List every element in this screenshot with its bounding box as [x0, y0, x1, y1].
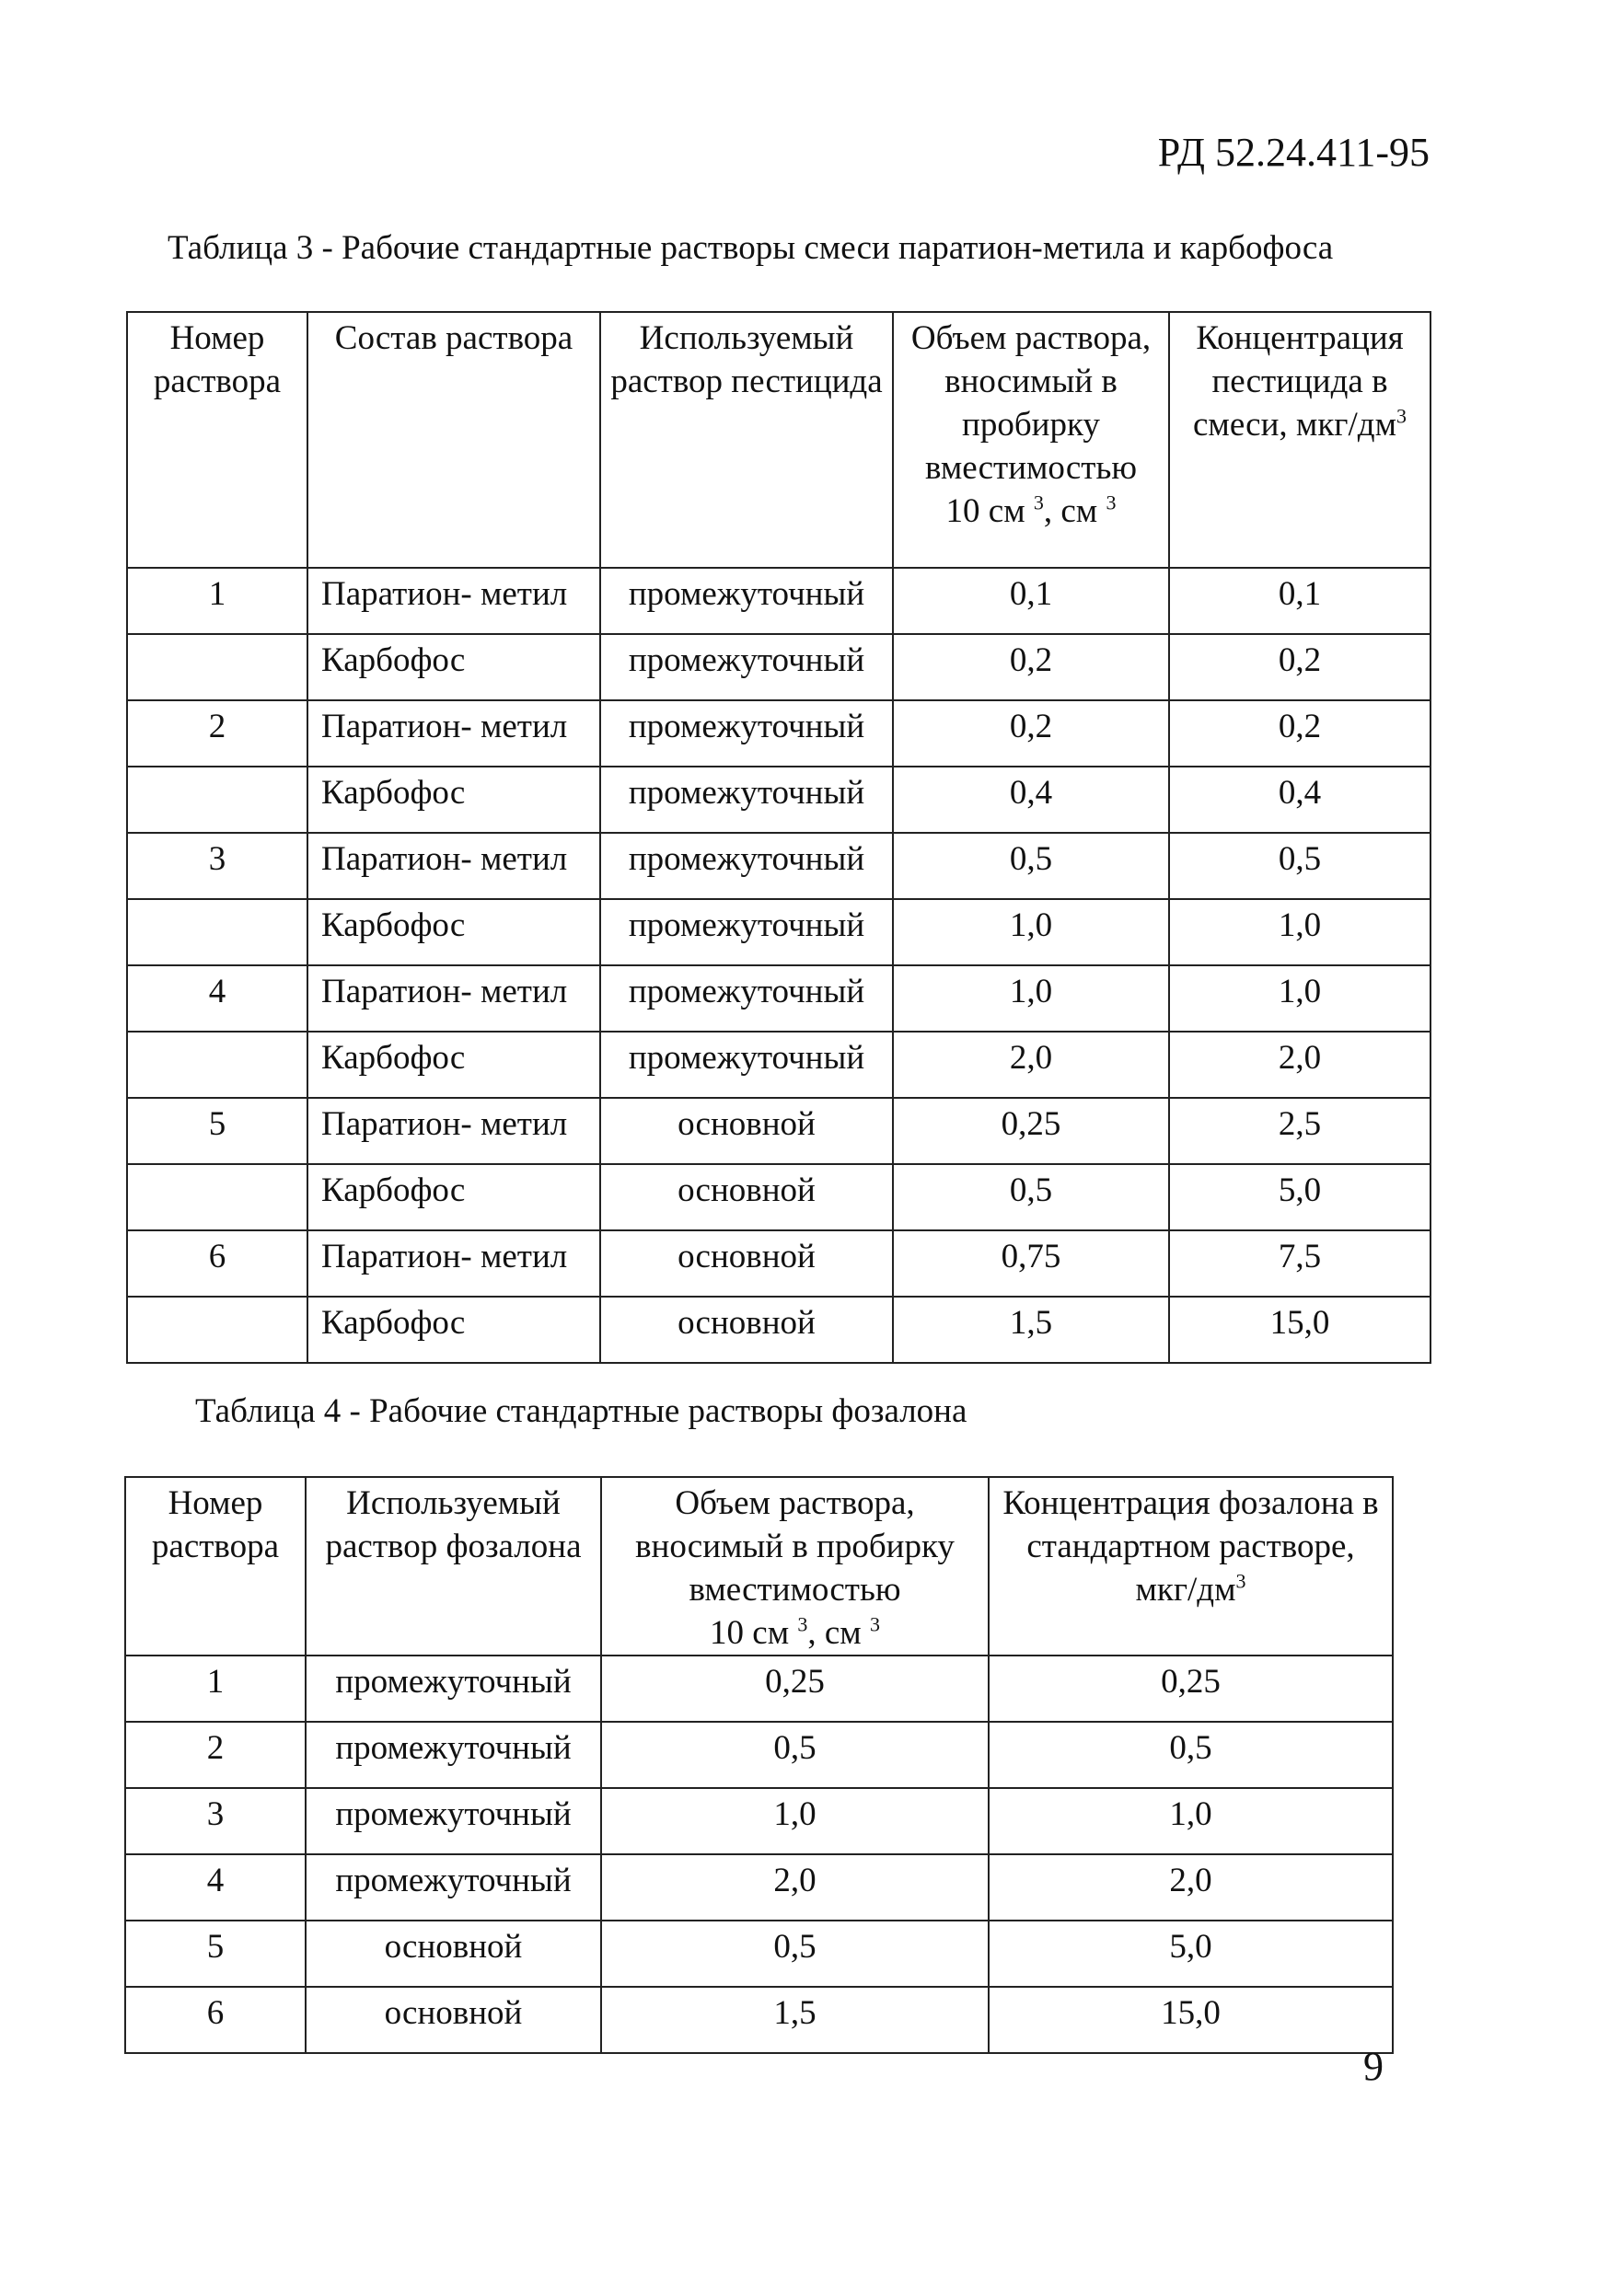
table3-cell-volume: 0,5 [893, 833, 1169, 899]
table3-cell-num [127, 1032, 307, 1098]
table4-header-volume-unit-b: , см [807, 1614, 870, 1652]
table4-cell-concentration: 0,5 [989, 1722, 1393, 1788]
table3-header-volume-text: Объем раствора, вносимый в пробирку вместимостью [910, 319, 1152, 487]
table3-cell-volume: 0,2 [893, 700, 1169, 767]
table3-cell-volume: 1,0 [893, 899, 1169, 965]
table3-header-volume-sup-b: 3 [1106, 490, 1117, 514]
table3-cell-volume: 0,2 [893, 634, 1169, 700]
table4-caption: Таблица 4 - Рабочие стандартные растворы фозалона [195, 1392, 967, 1430]
table3-cell-composition: Паратион- метил [307, 965, 600, 1032]
table4-cell-volume: 0,5 [601, 1722, 989, 1788]
table4-cell-volume: 1,5 [601, 1987, 989, 2053]
table4-header-row [125, 1477, 1393, 1656]
table3-header-composition: Состав раствора [307, 312, 600, 568]
table4-cell-solution: основной [306, 1987, 601, 2053]
table4-cell-volume: 2,0 [601, 1854, 989, 1921]
table3-cell-composition: Карбофос [307, 1164, 600, 1230]
table4-cell-num: 3 [125, 1788, 306, 1854]
table3-cell-num: 4 [127, 965, 307, 1032]
table3-header-volume-unit-a: 10 см [945, 492, 1034, 530]
table3-cell-concentration: 2,0 [1169, 1032, 1430, 1098]
table-row [127, 568, 1430, 634]
table4-cell-concentration: 0,25 [989, 1656, 1393, 1722]
table3-cell-num: 6 [127, 1230, 307, 1297]
table3-cell-solution: основной [600, 1230, 893, 1297]
table3-cell-volume: 0,4 [893, 767, 1169, 833]
table-row [127, 965, 1430, 1032]
table3-cell-concentration: 7,5 [1169, 1230, 1430, 1297]
table3-cell-volume: 0,75 [893, 1230, 1169, 1297]
table4-cell-solution: промежуточный [306, 1854, 601, 1921]
table3-cell-solution: промежуточный [600, 634, 893, 700]
table4-cell-concentration: 15,0 [989, 1987, 1393, 2053]
table3-cell-solution: промежуточный [600, 568, 893, 634]
table3-header-number: Номер раствора [127, 312, 307, 568]
table3-cell-num: 2 [127, 700, 307, 767]
table3-cell-num [127, 767, 307, 833]
table-row [127, 1297, 1430, 1363]
table4-cell-solution: промежуточный [306, 1788, 601, 1854]
table3-cell-solution: промежуточный [600, 700, 893, 767]
table-row [127, 833, 1430, 899]
table4-cell-volume: 1,0 [601, 1788, 989, 1854]
table3-header-volume-sup-a: 3 [1033, 490, 1044, 514]
table3-cell-composition: Паратион- метил [307, 833, 600, 899]
table3-cell-concentration: 0,1 [1169, 568, 1430, 634]
table-row [127, 1032, 1430, 1098]
table3-header-concentration-text: Концентрация пестицида в смеси, мкг/дм [1193, 319, 1404, 444]
table3-cell-concentration: 15,0 [1169, 1297, 1430, 1363]
table4-header-concentration [989, 1477, 1393, 1656]
table3-cell-concentration: 5,0 [1169, 1164, 1430, 1230]
table3-cell-num: 1 [127, 568, 307, 634]
table3-cell-composition: Паратион- метил [307, 568, 600, 634]
table3-cell-volume: 1,0 [893, 965, 1169, 1032]
table-row [127, 634, 1430, 700]
table3-cell-num: 3 [127, 833, 307, 899]
table3-cell-composition: Карбофос [307, 899, 600, 965]
table3-cell-solution: промежуточный [600, 833, 893, 899]
table4-cell-concentration: 1,0 [989, 1788, 1393, 1854]
table3-caption: Таблица 3 - Рабочие стандартные растворы смеси паратион-метила и карбофоса [168, 229, 1334, 267]
table3-cell-composition: Паратион- метил [307, 700, 600, 767]
table3-cell-volume: 0,1 [893, 568, 1169, 634]
table3-header-solution: Используемый раствор пестицида [600, 312, 893, 568]
table-row [127, 899, 1430, 965]
table-row [125, 1722, 1393, 1788]
table3-cell-concentration: 1,0 [1169, 965, 1430, 1032]
table4-header-volume-sup-b: 3 [869, 1612, 880, 1636]
table4-cell-volume: 0,5 [601, 1921, 989, 1987]
table-row [127, 700, 1430, 767]
table3-cell-volume: 1,5 [893, 1297, 1169, 1363]
table3-cell-solution: промежуточный [600, 1032, 893, 1098]
table3-cell-concentration: 0,4 [1169, 767, 1430, 833]
table-row [127, 1098, 1430, 1164]
table3-cell-num [127, 899, 307, 965]
table3-header-concentration-sup: 3 [1396, 404, 1407, 428]
table-row [127, 1164, 1430, 1230]
table3-cell-composition: Карбофос [307, 767, 600, 833]
table4-cell-num: 6 [125, 1987, 306, 2053]
table4-cell-num: 5 [125, 1921, 306, 1987]
table3-cell-concentration: 0,5 [1169, 833, 1430, 899]
table3-cell-composition: Паратион- метил [307, 1230, 600, 1297]
table3-cell-composition: Карбофос [307, 1032, 600, 1098]
table3-cell-solution: промежуточный [600, 965, 893, 1032]
table4-header-solution: Используемый раствор фозалона [306, 1477, 601, 1656]
table3-cell-solution: основной [600, 1098, 893, 1164]
table4-cell-num: 1 [125, 1656, 306, 1722]
table3-cell-concentration: 1,0 [1169, 899, 1430, 965]
table3-cell-composition: Карбофос [307, 1297, 600, 1363]
table3-cell-num [127, 1297, 307, 1363]
table3 [126, 311, 1431, 1364]
table3-cell-solution: промежуточный [600, 767, 893, 833]
table3-cell-composition: Карбофос [307, 634, 600, 700]
table4 [124, 1476, 1394, 2054]
document-code: РД 52.24.411-95 [1157, 130, 1430, 175]
table4-cell-solution: основной [306, 1921, 601, 1987]
table3-cell-volume: 2,0 [893, 1032, 1169, 1098]
table-row [125, 1854, 1393, 1921]
table4-cell-volume: 0,25 [601, 1656, 989, 1722]
table4-header-number: Номер раствора [125, 1477, 306, 1656]
table3-cell-volume: 0,25 [893, 1098, 1169, 1164]
table3-header-row [127, 312, 1430, 568]
table-row [127, 1230, 1430, 1297]
table-row [125, 1987, 1393, 2053]
table4-cell-num: 4 [125, 1854, 306, 1921]
table3-cell-concentration: 2,5 [1169, 1098, 1430, 1164]
table4-cell-concentration: 2,0 [989, 1854, 1393, 1921]
table3-cell-num: 5 [127, 1098, 307, 1164]
table3-cell-num [127, 1164, 307, 1230]
table3-cell-solution: основной [600, 1297, 893, 1363]
table4-header-volume-unit-a: 10 см [710, 1614, 798, 1652]
table-row [127, 767, 1430, 833]
table4-header-volume-sup-a: 3 [797, 1612, 808, 1636]
table4-header-volume-text: Объем раствора, вносимый в пробирку вместимостью [635, 1484, 955, 1609]
table4-body [125, 1656, 1393, 2053]
table-row [125, 1656, 1393, 1722]
table3-cell-volume: 0,5 [893, 1164, 1169, 1230]
table3-cell-solution: основной [600, 1164, 893, 1230]
table3-header-volume [893, 312, 1169, 568]
table3-cell-concentration: 0,2 [1169, 700, 1430, 767]
table3-cell-concentration: 0,2 [1169, 634, 1430, 700]
table4-header-volume [601, 1477, 989, 1656]
table3-header-concentration [1169, 312, 1430, 568]
table-row [125, 1788, 1393, 1854]
table3-cell-num [127, 634, 307, 700]
page-number: 9 [1363, 2044, 1384, 2089]
table4-cell-solution: промежуточный [306, 1722, 601, 1788]
table4-header-concentration-sup: 3 [1235, 1569, 1246, 1593]
table4-header-concentration-text: Концентрация фозалона в стандартном растворе, мкг/дм [1002, 1484, 1379, 1609]
table3-cell-solution: промежуточный [600, 899, 893, 965]
table4-cell-concentration: 5,0 [989, 1921, 1393, 1987]
table3-cell-composition: Паратион- метил [307, 1098, 600, 1164]
table3-header-volume-unit-b: , см [1043, 492, 1106, 530]
table3-body [127, 568, 1430, 1363]
table4-cell-num: 2 [125, 1722, 306, 1788]
table-row [125, 1921, 1393, 1987]
table4-cell-solution: промежуточный [306, 1656, 601, 1722]
